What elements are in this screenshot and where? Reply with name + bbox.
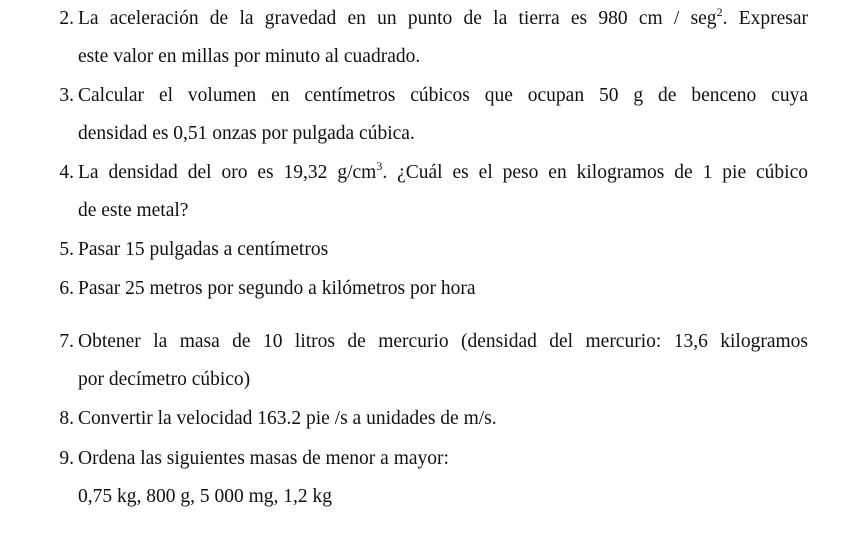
item-number: 8. [59, 408, 74, 429]
item-text-line-1: La aceleración de la gravedad en un punto de la tierra es 980 cm / seg$^2$. Expresar [78, 4, 808, 29]
item-number: 3. [59, 85, 74, 106]
item-number: 6. [59, 278, 74, 299]
item-text-line-1: Pasar 15 pulgadas a centímetros [78, 239, 329, 260]
item-text-line-1: Calcular el volumen en centímetros cúbicos que ocupan 50 g de benceno cuya [78, 85, 808, 106]
item-number: 9. [59, 448, 74, 469]
item-text-line-2: 0,75 kg, 800 g, 5 000 mg, 1,2 kg [78, 486, 333, 507]
item-text-line-1: Ordena las siguientes masas de menor a mayor: [78, 448, 449, 469]
item-text-line-1: Pasar 25 metros por segundo a kilómetros por hora [78, 278, 476, 299]
item-number: 5. [59, 239, 74, 260]
item-text-line-1: La densidad del oro es 19,32 $g/cm^3$. ¿Cuál es el peso en kilogramos de 1 pie cúbico [78, 158, 808, 183]
superscript: 3 [376, 158, 383, 173]
item-text-line-1: Obtener la masa de 10 litros de mercurio (densidad del mercurio: 13,6 kilogramos [78, 331, 808, 352]
item-number: 2. [59, 8, 74, 29]
item-text-line-2: densidad es 0,51 onzas por pulgada cúbica. [78, 123, 415, 144]
item-text-line-2: por decímetro cúbico) [78, 369, 251, 390]
item-number: 7. [59, 331, 74, 352]
item-text-line-2: de este metal? [78, 200, 189, 221]
item-text-line-2: este valor en millas por minuto al cuadrado. [78, 46, 421, 67]
item-text-line-1: Convertir la velocidad 163.2 pie /s a unidades de m/s. [78, 408, 497, 429]
superscript: 2 [716, 4, 723, 19]
item-number: 4. [59, 162, 74, 183]
